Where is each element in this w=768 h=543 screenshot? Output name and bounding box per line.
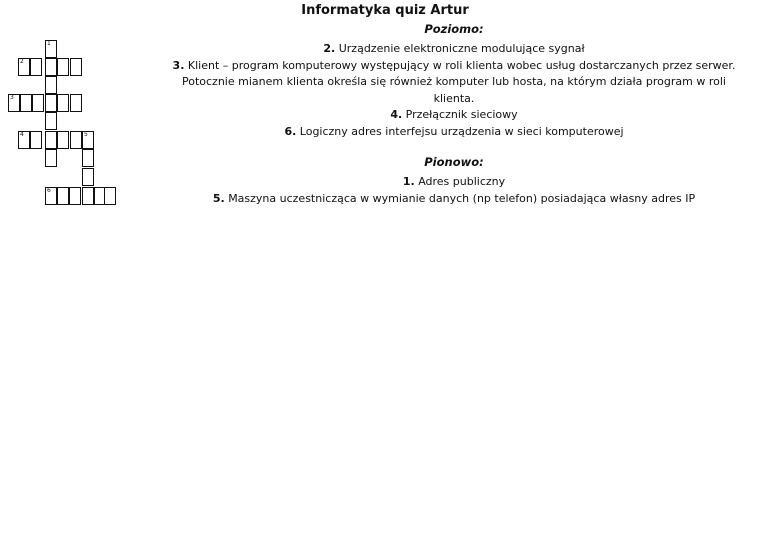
across-clue	[160, 41, 748, 58]
clue-text: Logiczny adres interfejsu urządzenia w sieci komputerowej	[299, 124, 624, 138]
grid-cell[interactable]	[82, 149, 94, 167]
grid-cell[interactable]	[8, 94, 20, 112]
grid-cell[interactable]	[57, 187, 69, 205]
clue-number: 6.	[284, 124, 297, 138]
grid-cell[interactable]	[45, 149, 57, 167]
clue-text: Klient – program komputerowy występujący w roli klienta wobec usług dostarczanych przez serwer. Potocznie mianem klienta określa się również komputer lub hosta, na którym działa program w roli klienta.	[182, 58, 736, 105]
clue-text: Przełącznik sieciowy	[405, 108, 518, 121]
clue-number-5: 5	[84, 131, 88, 138]
clue-text: Maszyna uczestnicząca w wymianie danych (np telefon) posiadająca własny adres IP	[228, 191, 696, 205]
grid-cell[interactable]	[45, 131, 57, 149]
across-clue	[160, 124, 748, 141]
down-heading: Pionowo:	[424, 155, 484, 169]
grid-cell[interactable]	[57, 94, 69, 112]
grid-cell[interactable]	[45, 187, 57, 205]
page-title: Informatyka quiz Artur	[301, 3, 469, 18]
clue-number-6: 6	[47, 187, 51, 194]
clue-number-2: 2	[20, 58, 24, 65]
clue-number-1: 1	[47, 40, 51, 47]
grid-cell[interactable]	[70, 94, 82, 112]
down-clue	[160, 174, 748, 191]
grid-cell[interactable]	[70, 58, 82, 76]
clue-number: 1.	[402, 175, 415, 188]
clue-number: 3.	[172, 58, 185, 72]
across-clue	[160, 107, 748, 124]
grid-cell[interactable]	[18, 58, 30, 76]
grid-cell[interactable]	[20, 94, 32, 112]
across-heading: Poziomo:	[424, 22, 484, 36]
grid-cell[interactable]	[82, 187, 94, 205]
down-clue-list	[160, 174, 748, 207]
clue-number: 2.	[323, 42, 336, 55]
grid-cell[interactable]	[30, 131, 42, 149]
clue-number: 4.	[390, 108, 403, 121]
clue-number-4: 4	[20, 131, 24, 138]
grid-cell[interactable]	[45, 40, 57, 58]
across-clue-list	[160, 41, 748, 140]
grid-cell[interactable]	[45, 94, 57, 112]
clue-number-3: 3	[10, 94, 14, 101]
grid-cell[interactable]	[57, 131, 69, 149]
grid-cell[interactable]	[82, 168, 94, 186]
grid-cell[interactable]	[104, 187, 116, 205]
grid-cell[interactable]	[70, 131, 82, 149]
across-clue	[160, 58, 748, 108]
grid-cell[interactable]	[82, 131, 94, 149]
grid-cell[interactable]	[18, 131, 30, 149]
clue-number: 5.	[212, 191, 225, 205]
grid-cell[interactable]	[45, 76, 57, 94]
clue-text: Adres publiczny	[418, 175, 506, 188]
grid-cell[interactable]	[45, 58, 57, 76]
grid-cell[interactable]	[32, 94, 44, 112]
down-clue	[160, 191, 748, 208]
grid-cell[interactable]	[45, 112, 57, 130]
grid-cell[interactable]	[30, 58, 42, 76]
grid-cell[interactable]	[57, 58, 69, 76]
crossword-grid	[0, 0, 130, 215]
clue-text: Urządzenie elektroniczne modulujące sygnał	[338, 42, 585, 55]
grid-cell[interactable]	[69, 187, 81, 205]
